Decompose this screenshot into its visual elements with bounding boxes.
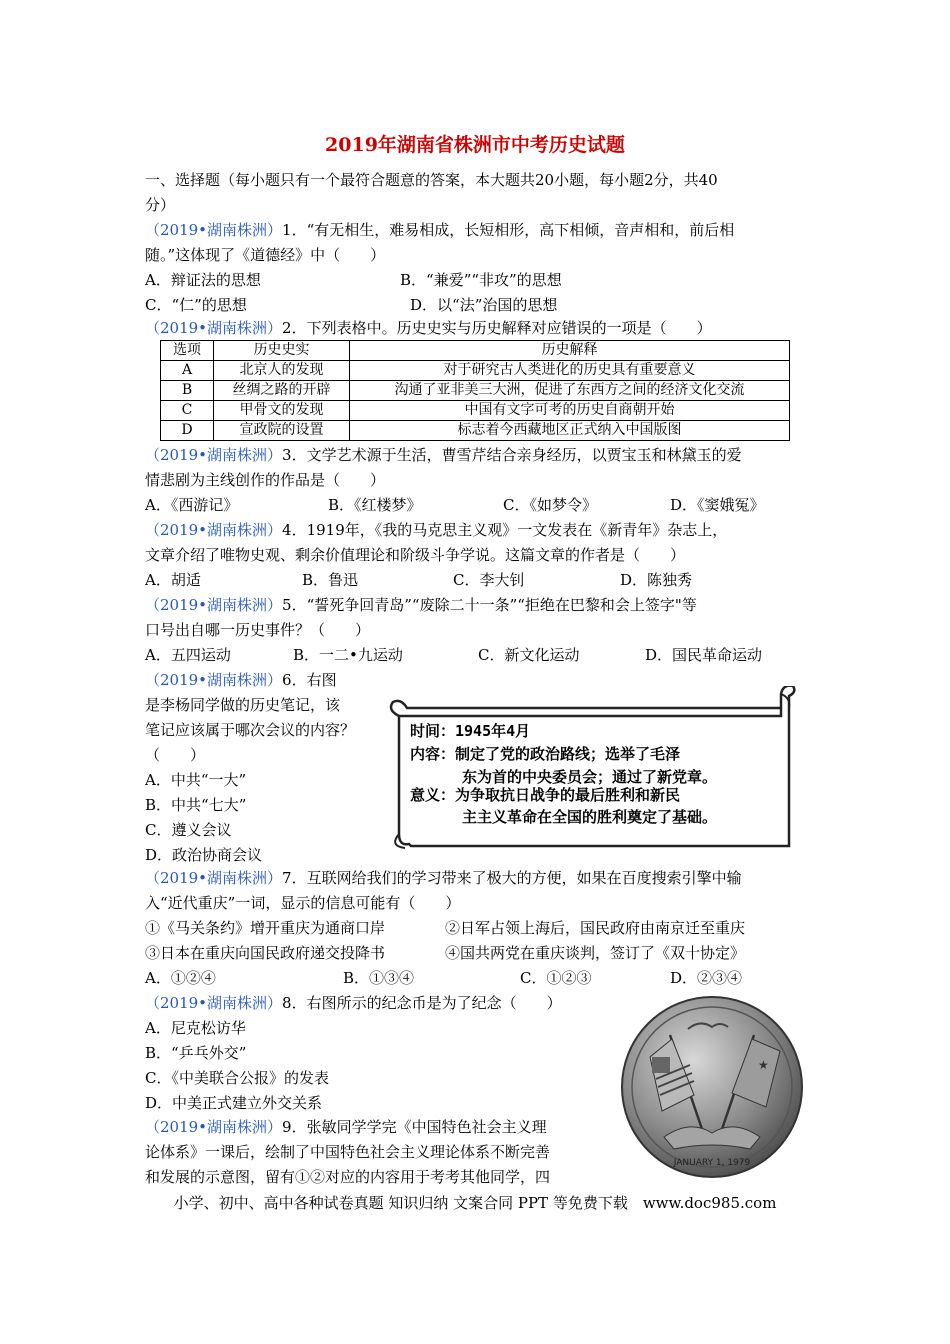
question-4 (145, 520, 727, 540)
history-table (160, 340, 790, 441)
option-a: A．中共“一大” (145, 771, 247, 789)
question-stem-cont: 文章介绍了唯物史观、剩余价值理论和阶级斗争学说。这篇文章的作者是（ ） (145, 546, 686, 564)
table-row (161, 421, 790, 441)
statement-4: ④国共两党在重庆谈判，签订了《双十协定》 (445, 944, 746, 962)
question-1 (145, 220, 734, 240)
table-header: 历史史实 (214, 341, 350, 361)
note-content-cont: 东为首的中央委员会；通过了新党章。 (462, 768, 718, 786)
option-b: B．鲁迅 (302, 571, 359, 589)
option-c: C．新文化运动 (478, 646, 580, 664)
option-c: C．遵义会议 (145, 821, 232, 839)
option-a: A．尼克松访华 (145, 1019, 246, 1037)
table-cell: B (161, 381, 214, 401)
question-source: （2019•湖南株洲） (145, 521, 283, 539)
table-row (161, 401, 790, 421)
statement-3: ③日本在重庆向国民政府递交投降书 (145, 944, 386, 962)
question-stem: 6．右图 (282, 671, 337, 689)
option-d: D．国民革命运动 (645, 646, 763, 664)
page-title: 2019年湖南省株洲市中考历史试题 (325, 134, 625, 156)
statement-1: ①《马关条约》增开重庆为通商口岸 (145, 919, 386, 937)
question-2 (145, 318, 712, 338)
question-stem: 9．张敏同学学完《中国特色社会主义理 (282, 1118, 547, 1136)
page-footer: 小学、初中、高中各种试卷真题 知识归纳 文案合同 PPT 等免费下载 www.doc985.com (173, 1194, 777, 1212)
note-meaning: 意义：为争取抗日战争的最后胜利和新民 (410, 786, 681, 804)
option-a: A．五四运动 (145, 646, 231, 664)
table-header: 历史解释 (350, 341, 790, 361)
question-source: （2019•湖南株洲） (145, 446, 283, 464)
question-stem-cont: 是李杨同学做的历史笔记，该 (145, 696, 341, 714)
coin-date: JANUARY 1, 1979 (673, 1158, 751, 1168)
option-d: D．《窦娥冤》 (670, 496, 765, 514)
option-b: B．中共“七大” (145, 796, 247, 814)
table-cell: A (161, 361, 214, 381)
table-header: 选项 (161, 341, 214, 361)
question-stem-cont: 入“近代重庆”一词，显示的信息可能有（ ） (145, 894, 461, 912)
table-cell: 标志着今西藏地区正式纳入中国版图 (350, 421, 790, 441)
option-c: C．《中美联合公报》的发表 (145, 1069, 329, 1087)
section-header-cont: 分） (145, 196, 176, 214)
question-stem-cont: 情悲剧为主线创作的作品是（ ） (145, 471, 386, 489)
question-stem: 1．“有无相生，难易相成，长短相形，高下相倾，音声相和，前后相 (282, 221, 735, 239)
question-stem: 7．互联网给我们的学习带来了极大的方便，如果在百度搜索引擎中输 (282, 869, 742, 887)
option-b: B．①③④ (343, 969, 415, 987)
question-stem: 4．1919年，《我的马克思主义观》一文发表在《新青年》杂志上， (282, 521, 728, 539)
question-6 (145, 670, 337, 690)
question-5 (145, 595, 697, 615)
option-c: C．李大钊 (453, 571, 525, 589)
table-row (161, 381, 790, 401)
option-b: B．《红楼梦》 (328, 496, 422, 514)
option-d: D．中美正式建立外交关系 (145, 1094, 323, 1112)
option-c: C．①②③ (520, 969, 592, 987)
option-d: D．陈独秀 (620, 571, 693, 589)
question-stem: 5．“誓死争回青岛”“废除二十一条”“拒绝在巴黎和会上签字"等 (282, 596, 697, 614)
table-cell: D (161, 421, 214, 441)
commemorative-coin-image (620, 995, 804, 1179)
question-stem: 2．下列表格中。历史史实与历史解释对应错误的一项是（ ） (282, 319, 712, 337)
question-stem-cont: 和发展的示意图，留有①②对应的内容用于考考其他同学，四 (145, 1168, 551, 1186)
table-cell: 沟通了亚非美三大洲，促进了东西方之间的经济文化交流 (350, 381, 790, 401)
note-content: 内容：制定了党的政治路线；选举了毛泽 (410, 745, 681, 763)
question-8 (145, 993, 562, 1013)
question-stem-cont: （ ） (145, 746, 206, 764)
option-d: D．②③④ (670, 969, 743, 987)
option-b: B．“乒乓外交” (145, 1044, 247, 1062)
statement-2: ②日军占领上海后，国民政府由南京迁至重庆 (445, 919, 746, 937)
table-cell: 对于研究古人类进化的历史具有重要意义 (350, 361, 790, 381)
question-stem-cont: 论体系》一课后，绘制了中国特色社会主义理论体系不断完善 (145, 1143, 551, 1161)
question-stem: 8．右图所示的纪念币是为了纪念（ ） (282, 994, 562, 1012)
option-d: D．以“法”治国的思想 (410, 296, 558, 314)
question-source: （2019•湖南株洲） (145, 1118, 283, 1136)
question-source: （2019•湖南株洲） (145, 671, 283, 689)
table-cell: 中国有文字可考的历史自商朝开始 (350, 401, 790, 421)
question-9 (145, 1117, 547, 1137)
note-time: 时间：1945年4月 (410, 722, 531, 740)
question-3 (145, 445, 742, 465)
option-d: D．政治协商会议 (145, 846, 263, 864)
table-cell: 宣政院的设置 (214, 421, 350, 441)
question-source: （2019•湖南株洲） (145, 994, 283, 1012)
option-a: A．辩证法的思想 (145, 271, 261, 289)
table-cell: 丝绸之路的开辟 (214, 381, 350, 401)
table-header-row (161, 341, 790, 361)
option-a: A．胡适 (145, 571, 201, 589)
question-stem-cont: 随。”这体现了《道德经》中（ ） (145, 246, 386, 264)
table-row (161, 361, 790, 381)
question-stem: 3．文学艺术源于生活，曹雪芹结合亲身经历，以贾宝玉和林黛玉的爱 (282, 446, 742, 464)
section-header: 一、选择题（每小题只有一个最符合题意的答案，本大题共20小题，每小题2分，共40 (145, 171, 718, 189)
option-a: A．①②④ (145, 969, 216, 987)
option-c: C．《如梦令》 (503, 496, 597, 514)
question-stem-cont: 口号出自哪一历史事件？（ ） (145, 621, 371, 639)
table-cell: 甲骨文的发现 (214, 401, 350, 421)
question-stem-cont: 笔记应该属于哪次会议的内容？ (145, 721, 356, 739)
option-b: B．“兼爱”“非攻”的思想 (400, 271, 562, 289)
question-source: （2019•湖南株洲） (145, 596, 283, 614)
question-source: （2019•湖南株洲） (145, 869, 283, 887)
note-meaning-cont: 主主义革命在全国的胜利奠定了基础。 (462, 808, 718, 826)
option-c: C．“仁”的思想 (145, 296, 247, 314)
svg-text:★: ★ (758, 1058, 769, 1072)
table-cell: 北京人的发现 (214, 361, 350, 381)
question-7 (145, 868, 742, 888)
question-source: （2019•湖南株洲） (145, 221, 283, 239)
question-source: （2019•湖南株洲） (145, 319, 283, 337)
table-cell: C (161, 401, 214, 421)
option-a: A．《西游记》 (145, 496, 239, 514)
option-b: B．一二•九运动 (293, 646, 403, 664)
